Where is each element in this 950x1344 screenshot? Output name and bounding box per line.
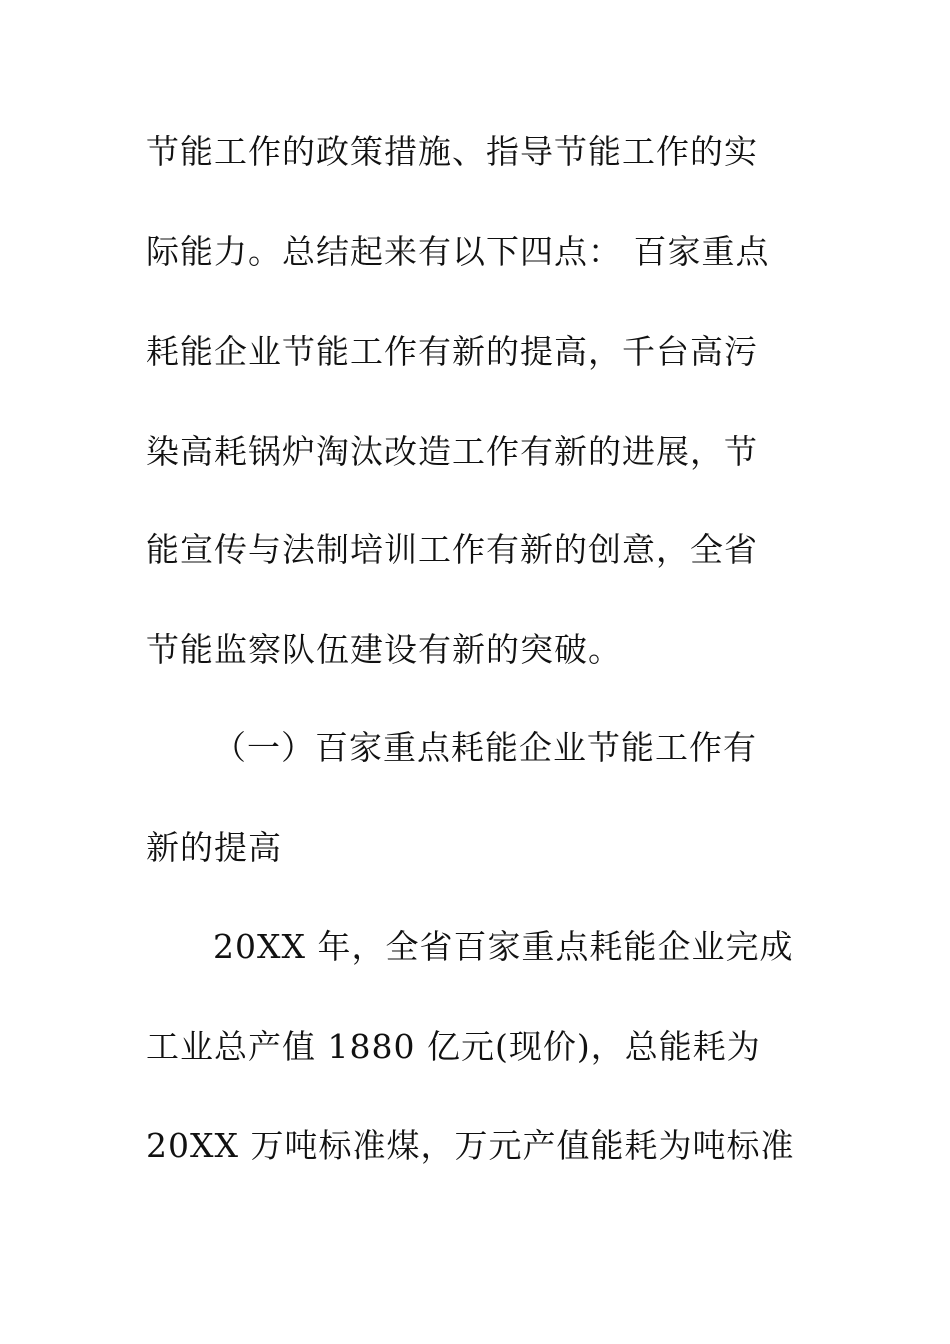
paragraph-line: 际能力。总结起来有以下四点： 百家重点 bbox=[146, 232, 770, 271]
paragraph-line: 耗能企业节能工作有新的提高，千台高污 bbox=[146, 332, 758, 371]
paragraph-line: 染高耗锅炉淘汰改造工作有新的进展，节 bbox=[146, 432, 758, 471]
paragraph-line: 20XX 年，全省百家重点耗能企业完成 bbox=[213, 927, 794, 966]
section-heading-line: （一）百家重点耗能企业节能工作有 bbox=[213, 728, 757, 767]
paragraph-line: 节能监察队伍建设有新的突破。 bbox=[146, 630, 622, 669]
paragraph-line: 节能工作的政策措施、指导节能工作的实 bbox=[146, 132, 758, 171]
section-heading-line: 新的提高 bbox=[146, 828, 282, 867]
paragraph-line: 能宣传与法制培训工作有新的创意，全省 bbox=[146, 530, 758, 569]
paragraph-line: 工业总产值 1880 亿元(现价)，总能耗为 bbox=[146, 1027, 761, 1066]
paragraph-line: 20XX 万吨标准煤，万元产值能耗为吨标准 bbox=[146, 1126, 795, 1165]
